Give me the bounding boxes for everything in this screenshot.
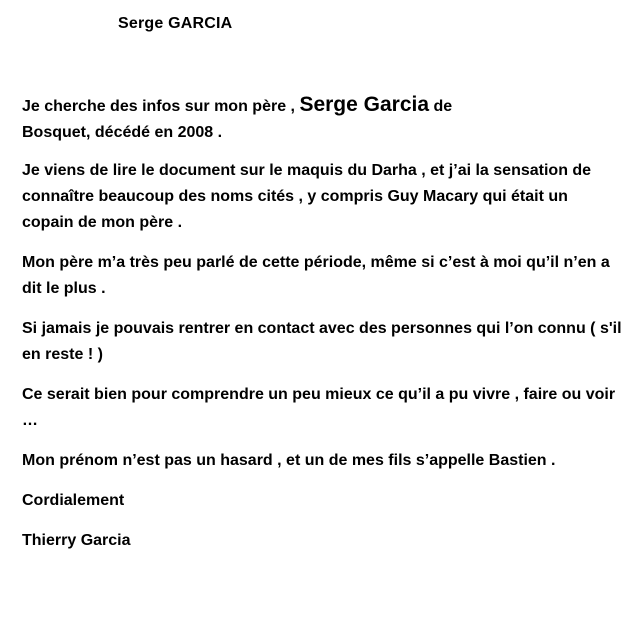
paragraph-comprendre: Ce serait bien pour comprendre un peu mieux ce qu’il a pu vivre , faire ou voir … [22, 386, 616, 429]
paragraph-prenom: Mon prénom n’est pas un hasard , et un de mes fils s’appelle Bastien . [22, 452, 556, 469]
paragraph-contact: Si jamais je pouvais rentrer en contact avec des personnes qui l’on connu ( s'il en reste ! ) [22, 320, 622, 363]
page-title: Serge GARCIA [118, 15, 233, 32]
father-name: Serge Garcia [299, 93, 430, 116]
intro-text-cont: de [433, 98, 453, 115]
letter-body [22, 92, 622, 568]
intro-text: Je cherche des infos sur mon père , [22, 98, 295, 115]
closing-salutation: Cordialement [22, 492, 125, 509]
signature: Thierry Garcia [22, 532, 131, 549]
paragraph-maquis: Je viens de lire le document sur le maquis du Darha , et j’ai la sensation de connaître beaucoup des noms cités , y compris Guy Macary qui était un copain de mon père . [22, 162, 592, 231]
paragraph-periode: Mon père m’a très peu parlé de cette période, même si c’est à moi qu’il n’en a dit le plus . [22, 254, 610, 297]
paragraph-intro [22, 92, 622, 146]
intro-text-end: Bosquet, décédé en 2008 . [22, 124, 223, 141]
